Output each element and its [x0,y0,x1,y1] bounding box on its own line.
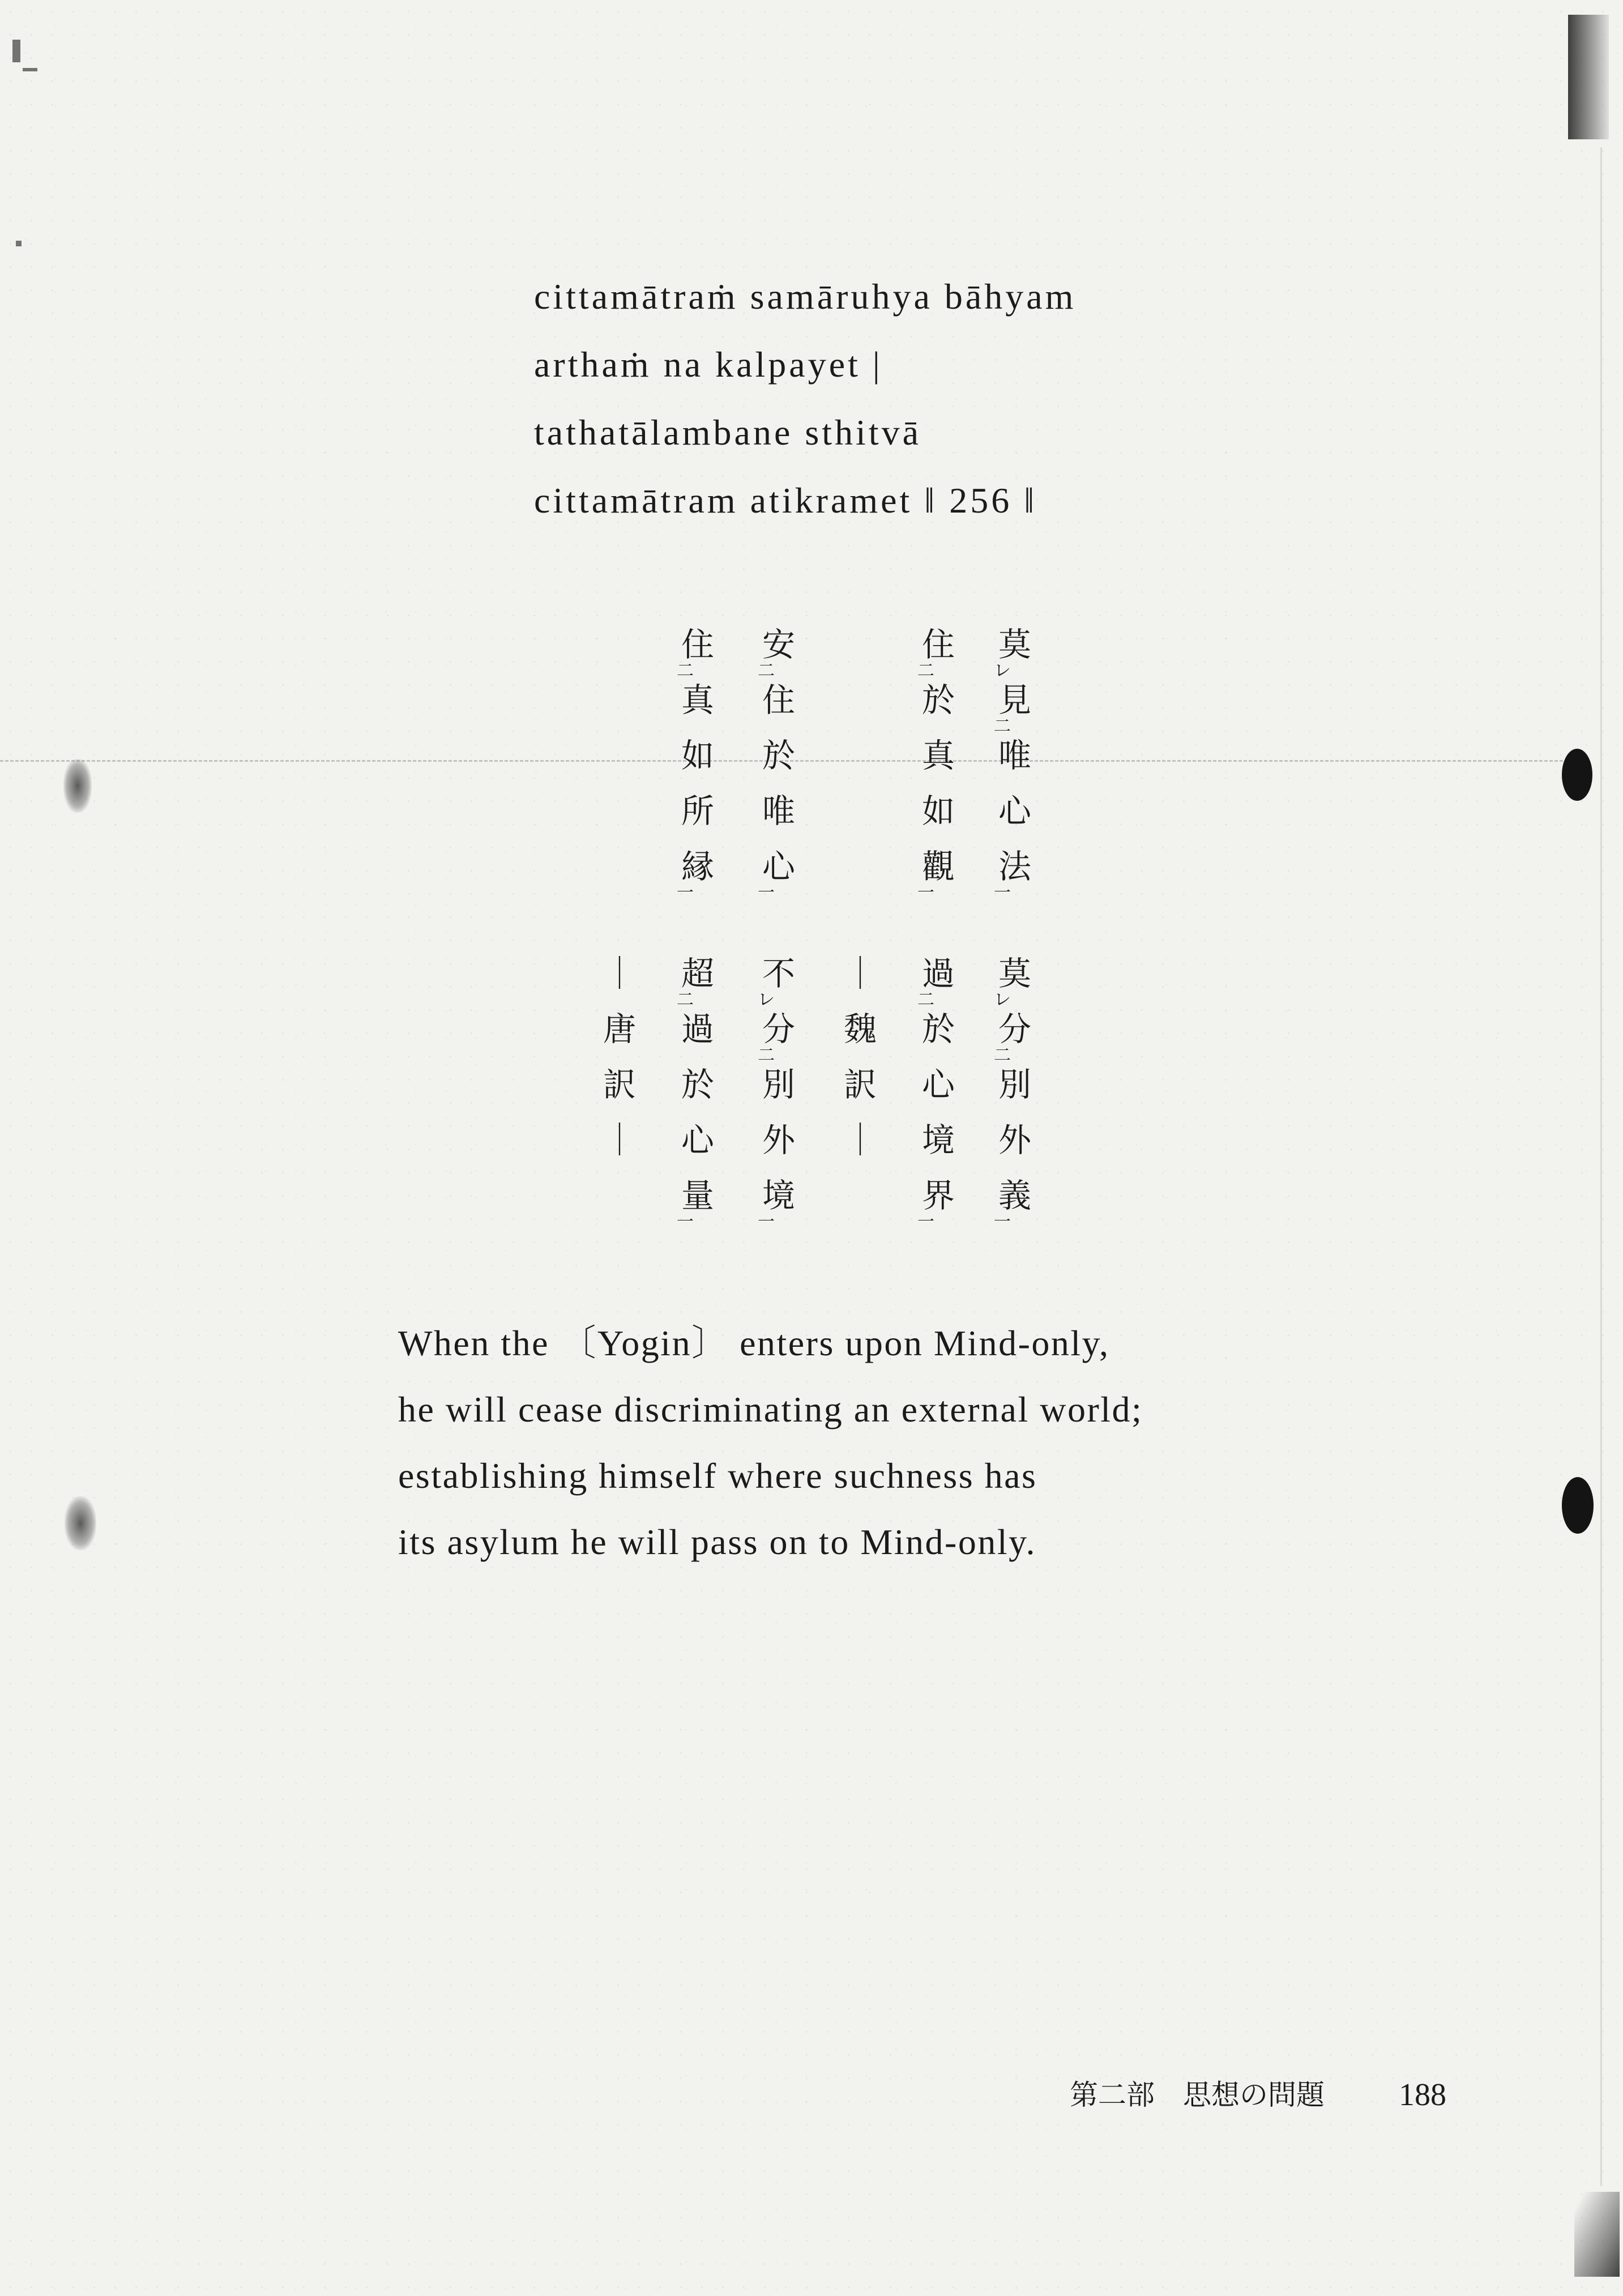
kanbun-character: 住 [681,625,714,664]
scan-edge-shadow [1568,15,1609,139]
kaeriten-mark: 一 [994,883,1011,903]
kanbun-cell [916,1057,961,1112]
kanbun-character: 觀 [921,847,955,886]
kanbun-cell [756,1057,801,1112]
kanbun-cell [992,783,1037,839]
kanbun-character: 住 [762,681,795,719]
kaeriten-mark: 二 [677,990,694,1010]
kanbun-cell [756,783,801,839]
kanbun-cell [992,1001,1037,1065]
kanbun-character: 於 [762,736,795,775]
kanbun-cell [916,946,961,1010]
kanbun-cell [675,1168,720,1232]
kanbun-character: ｜ [843,954,877,993]
sanskrit-line: cittamātram atikramet ‖ 256 ‖ [534,480,1037,520]
kanbun-cell [675,946,720,1010]
kanbun-character: 莫 [998,625,1031,664]
kanbun-character: 訳 [603,1065,636,1104]
kaeriten-mark: レ [994,661,1011,681]
kanbun-lower-column [916,946,961,1232]
kaeriten-mark: 一 [677,1212,694,1232]
binding-hole-mark [1562,749,1592,801]
kanbun-cell [916,839,961,903]
page-number: 188 [1399,2077,1446,2113]
kanbun-character: 唯 [762,792,795,830]
kanbun-cell [916,1168,961,1232]
kanbun-cell [916,672,961,728]
kanbun-cell [992,617,1037,681]
kanbun-character: 心 [921,1065,955,1104]
kanbun-character: 過 [921,954,955,993]
kanbun-character: 安 [762,625,795,664]
kanbun-character: 於 [921,1010,955,1048]
kanbun-cell [916,1112,961,1168]
kanbun-cell [756,1168,801,1232]
english-line: When the 〔Yogin〕 enters upon Mind-only, [398,1323,1110,1363]
kanbun-cell [675,783,720,839]
scan-speck [12,40,20,62]
kanbun-cell [675,1112,720,1168]
kanbun-character: 如 [921,792,955,830]
kanbun-lower-column [675,946,720,1232]
kaeriten-mark: 一 [758,883,775,903]
kanbun-character: ｜ [843,1121,877,1159]
kaeriten-mark: 二 [917,990,934,1010]
scan-speck [16,241,22,246]
kanbun-character: 心 [762,847,795,886]
kanbun-cell [675,728,720,783]
kanbun-character: 於 [921,681,955,719]
kaeriten-mark: 一 [917,1212,934,1232]
kanbun-cell [916,1001,961,1057]
kaeriten-mark: 一 [677,883,694,903]
kanbun-cell [992,1057,1037,1112]
kanbun-character: 義 [998,1176,1031,1215]
kaeriten-mark: レ [758,990,775,1010]
kanbun-character: 超 [681,954,714,993]
kanbun-character: 真 [921,736,955,775]
kanbun-character: 法 [998,847,1031,886]
kaeriten-mark: 二 [677,661,694,681]
kanbun-character: 真 [681,681,714,719]
kanbun-upper-column [916,617,961,903]
english-line: establishing himself where suchness has [398,1456,1037,1496]
running-head: 第二部 思想の問題 [1070,2079,1325,2111]
kanbun-upper-column [756,617,801,903]
kanbun-cell [675,672,720,728]
kanbun-lower-column [597,946,642,1229]
kanbun-character: 過 [681,1010,714,1048]
kanbun-cell [992,1112,1037,1168]
kanbun-cell [756,839,801,903]
kanbun-character: 境 [921,1121,955,1159]
kanbun-cell [597,1057,642,1112]
binding-hole-mark [1562,1477,1594,1534]
kanbun-cell [992,728,1037,783]
kaeriten-mark: 二 [758,661,775,681]
scan-smudge [65,1496,96,1550]
kanbun-cell [992,946,1037,1010]
kanbun-cell [916,783,961,839]
kanbun-cell [597,946,642,1001]
kanbun-lower-column [756,946,801,1232]
kanbun-cell [756,946,801,1010]
kanbun-cell [675,839,720,903]
english-line: its asylum he will pass on to Mind-only. [398,1522,1036,1562]
kanbun-cell [992,672,1037,736]
scan-smudge [63,759,92,813]
page-footer [1070,2078,1500,2112]
kaeriten-mark: 一 [917,883,934,903]
kanbun-cell [838,1057,883,1112]
kanbun-cell [756,672,801,728]
page-crease-line [0,760,1563,762]
kanbun-character: 所 [681,792,714,830]
kanbun-cell [675,1057,720,1112]
kanbun-cell [756,728,801,783]
kanbun-character: 外 [762,1121,795,1159]
kanbun-character: 不 [762,954,795,993]
kaeriten-mark: 二 [758,1045,775,1065]
kanbun-character: 別 [762,1065,795,1104]
kanbun-cell [675,617,720,681]
kanbun-cell [597,1112,642,1168]
kanbun-character: 界 [921,1176,955,1215]
kanbun-cell [756,1112,801,1168]
kanbun-cell [838,1112,883,1168]
kanbun-character: 分 [762,1010,795,1048]
kanbun-character: 莫 [998,954,1031,993]
kanbun-character: 見 [998,681,1031,719]
kanbun-character: 訳 [843,1065,877,1104]
english-line: he will cease discriminating an external world; [398,1389,1143,1429]
kanbun-character: 魏 [843,1010,877,1048]
kanbun-character: 住 [921,625,955,664]
scan-speck [23,68,37,71]
kaeriten-mark: 二 [994,1045,1011,1065]
sanskrit-line: tathatālambane sthitvā [534,412,921,453]
kaeriten-mark: 一 [994,1212,1011,1232]
kanbun-cell [992,1168,1037,1232]
kanbun-cell [838,946,883,1001]
kanbun-cell [916,728,961,783]
english-translation [398,1310,1361,1575]
kanbun-cell [992,839,1037,903]
kanbun-character: ｜ [603,1121,636,1159]
kaeriten-mark: レ [994,990,1011,1010]
sanskrit-line: arthaṁ na kalpayet | [534,344,883,385]
kaeriten-mark: 一 [758,1212,775,1232]
kanbun-character: 別 [998,1065,1031,1104]
kanbun-cell [916,617,961,681]
kanbun-character: 如 [681,736,714,775]
kanbun-character: 心 [681,1121,714,1159]
kanbun-cell [597,1001,642,1057]
sanskrit-line: cittamātraṁ samāruhya bāhyam [534,276,1077,317]
kanbun-character: ｜ [603,954,636,993]
scan-corner-shadow [1574,2192,1620,2277]
kanbun-cell [756,1001,801,1065]
kanbun-character: 縁 [681,847,714,886]
kanbun-cell [838,1001,883,1057]
kanbun-character: 境 [762,1176,795,1215]
kanbun-upper-column [992,617,1037,903]
scan-edge-line [1600,147,1602,2186]
kanbun-cell [756,617,801,681]
kanbun-character: 量 [681,1176,714,1215]
kanbun-lower-column [838,946,883,1229]
kanbun-character: 唐 [603,1010,636,1048]
kanbun-cell [675,1001,720,1057]
kaeriten-mark: 二 [917,661,934,681]
kaeriten-mark: 二 [994,716,1011,736]
kanbun-character: 於 [681,1065,714,1104]
kanbun-upper-column [675,617,720,903]
kanbun-lower-column [992,946,1037,1232]
kanbun-character: 心 [998,792,1031,830]
kanbun-character: 唯 [998,736,1031,775]
kanbun-character: 分 [998,1010,1031,1048]
sanskrit-verse [534,263,1270,535]
kanbun-character: 外 [998,1121,1031,1159]
